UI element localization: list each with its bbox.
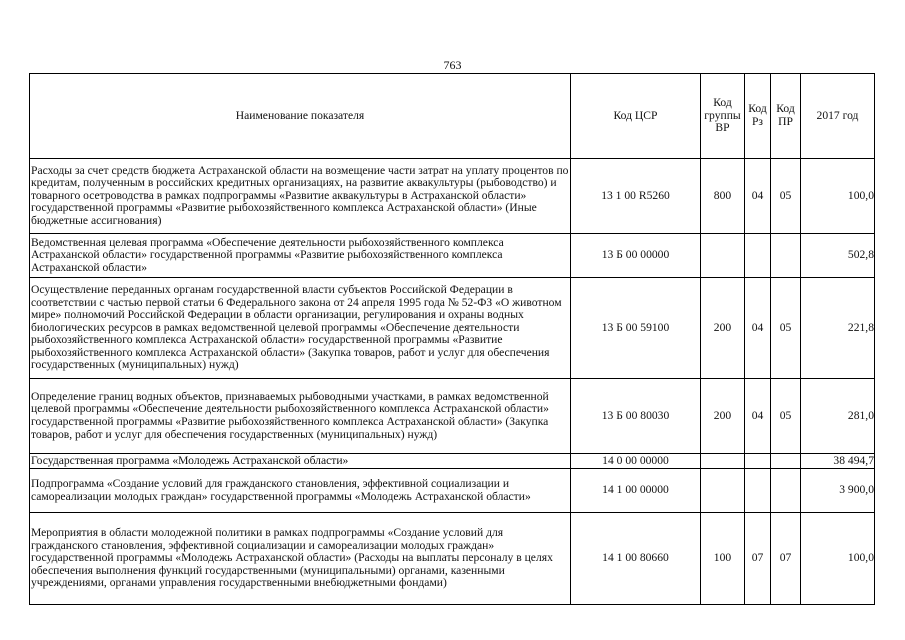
row-rz: 04 — [745, 159, 771, 234]
row-csr: 14 0 00 00000 — [571, 454, 701, 469]
row-vr: 200 — [701, 379, 745, 454]
row-rz — [745, 234, 771, 278]
header-pr: Код ПР — [771, 74, 801, 159]
header-name: Наименование показателя — [30, 74, 571, 159]
row-rz — [745, 454, 771, 469]
table-row — [30, 513, 875, 605]
row-csr: 13 Б 00 59100 — [571, 278, 701, 379]
row-name: Государственная программа «Молодежь Астраханской области» — [30, 454, 571, 469]
row-vr — [701, 234, 745, 278]
table-row — [30, 469, 875, 513]
row-vr: 200 — [701, 278, 745, 379]
row-pr: 05 — [771, 278, 801, 379]
row-csr: 13 Б 00 00000 — [571, 234, 701, 278]
row-name: Подпрограмма «Создание условий для гражданского становления, эффективной социализации и самореализации молодых граждан» государственной программы «Молодежь Астраханской области» — [30, 469, 571, 513]
table-row — [30, 454, 875, 469]
row-vr: 800 — [701, 159, 745, 234]
row-rz: 04 — [745, 278, 771, 379]
row-csr: 13 1 00 R5260 — [571, 159, 701, 234]
row-vr — [701, 454, 745, 469]
row-csr: 13 Б 00 80030 — [571, 379, 701, 454]
row-rz: 07 — [745, 513, 771, 605]
row-vr: 100 — [701, 513, 745, 605]
row-name: Расходы за счет средств бюджета Астраханской области на возмещение части затрат на уплату процентов по кредитам, полученным в российских кредитных организациях, на развитие аквакультуры (рыбоводство) и товарного осетроводства в рамках подпрограммы «Развитие аквакультуры в Астраханской области» государственной программы «Развитие рыбохозяйственного комплекса Астраханской области» (Иные бюджетные ассигнования) — [30, 159, 571, 234]
header-vr: Код группы ВР — [701, 74, 745, 159]
page-number: 763 — [443, 58, 462, 72]
row-pr — [771, 234, 801, 278]
row-name: Определение границ водных объектов, признаваемых рыбоводными участками, в рамках ведомственной целевой программы «Обеспечение деятельности рыбохозяйственного комплекса Астраханской области» государственной программы «Развитие рыбохозяйственного комплекса Астраханской области» (Закупка товаров, работ и услуг для обеспечения государственных (муниципальных) нужд) — [30, 379, 571, 454]
table-header-row — [30, 74, 875, 159]
row-name: Ведомственная целевая программа «Обеспечение деятельности рыбохозяйственного комплекса Астраханской области» государственной программы «Развитие рыбохозяйственного комплекса Астраханской области» — [30, 234, 571, 278]
row-vr — [701, 469, 745, 513]
row-name: Мероприятия в области молодежной политики в рамках подпрограммы «Создание условий для гражданского становления, эффективной социализации и самореализации молодых граждан» государственной программы «Молодежь Астраханской области» (Расходы на выплаты персоналу в целях обеспечения выполнения функций государственными (муниципальными) органами, казенными учреждениями, органами управления государственными внебюджетными фондами) — [30, 513, 571, 605]
table-row — [30, 278, 875, 379]
row-amount: 502,8 — [801, 234, 875, 278]
row-amount: 3 900,0 — [801, 469, 875, 513]
row-pr: 05 — [771, 159, 801, 234]
row-amount: 281,0 — [801, 379, 875, 454]
budget-table — [29, 73, 875, 605]
row-csr: 14 1 00 00000 — [571, 469, 701, 513]
row-amount: 100,0 — [801, 513, 875, 605]
header-rz: Код Рз — [745, 74, 771, 159]
row-name: Осуществление переданных органам государственной власти субъектов Российской Федерации в соответствии с частью первой статьи 6 Федерального закона от 24 апреля 1995 года № 52-ФЗ «О животном мире» полномочий Российской Федерации в области организации, регулирования и охраны водных биологических ресурсов в рамках ведомственной целевой программы «Обеспечение деятельности рыбохозяйственного комплекса Астраханской области» государственной программы «Развитие рыбохозяйственного комплекса Астраханской области» (Закупка товаров, работ и услуг для обеспечения государственных (муниципальных) нужд) — [30, 278, 571, 379]
row-rz — [745, 469, 771, 513]
row-pr — [771, 454, 801, 469]
row-amount: 221,8 — [801, 278, 875, 379]
row-rz: 04 — [745, 379, 771, 454]
row-csr: 14 1 00 80660 — [571, 513, 701, 605]
header-csr: Код ЦСР — [571, 74, 701, 159]
table-row — [30, 379, 875, 454]
row-pr: 05 — [771, 379, 801, 454]
header-year: 2017 год — [801, 74, 875, 159]
row-amount: 100,0 — [801, 159, 875, 234]
row-pr: 07 — [771, 513, 801, 605]
table-row — [30, 159, 875, 234]
row-amount: 38 494,7 — [801, 454, 875, 469]
table-row — [30, 234, 875, 278]
row-pr — [771, 469, 801, 513]
